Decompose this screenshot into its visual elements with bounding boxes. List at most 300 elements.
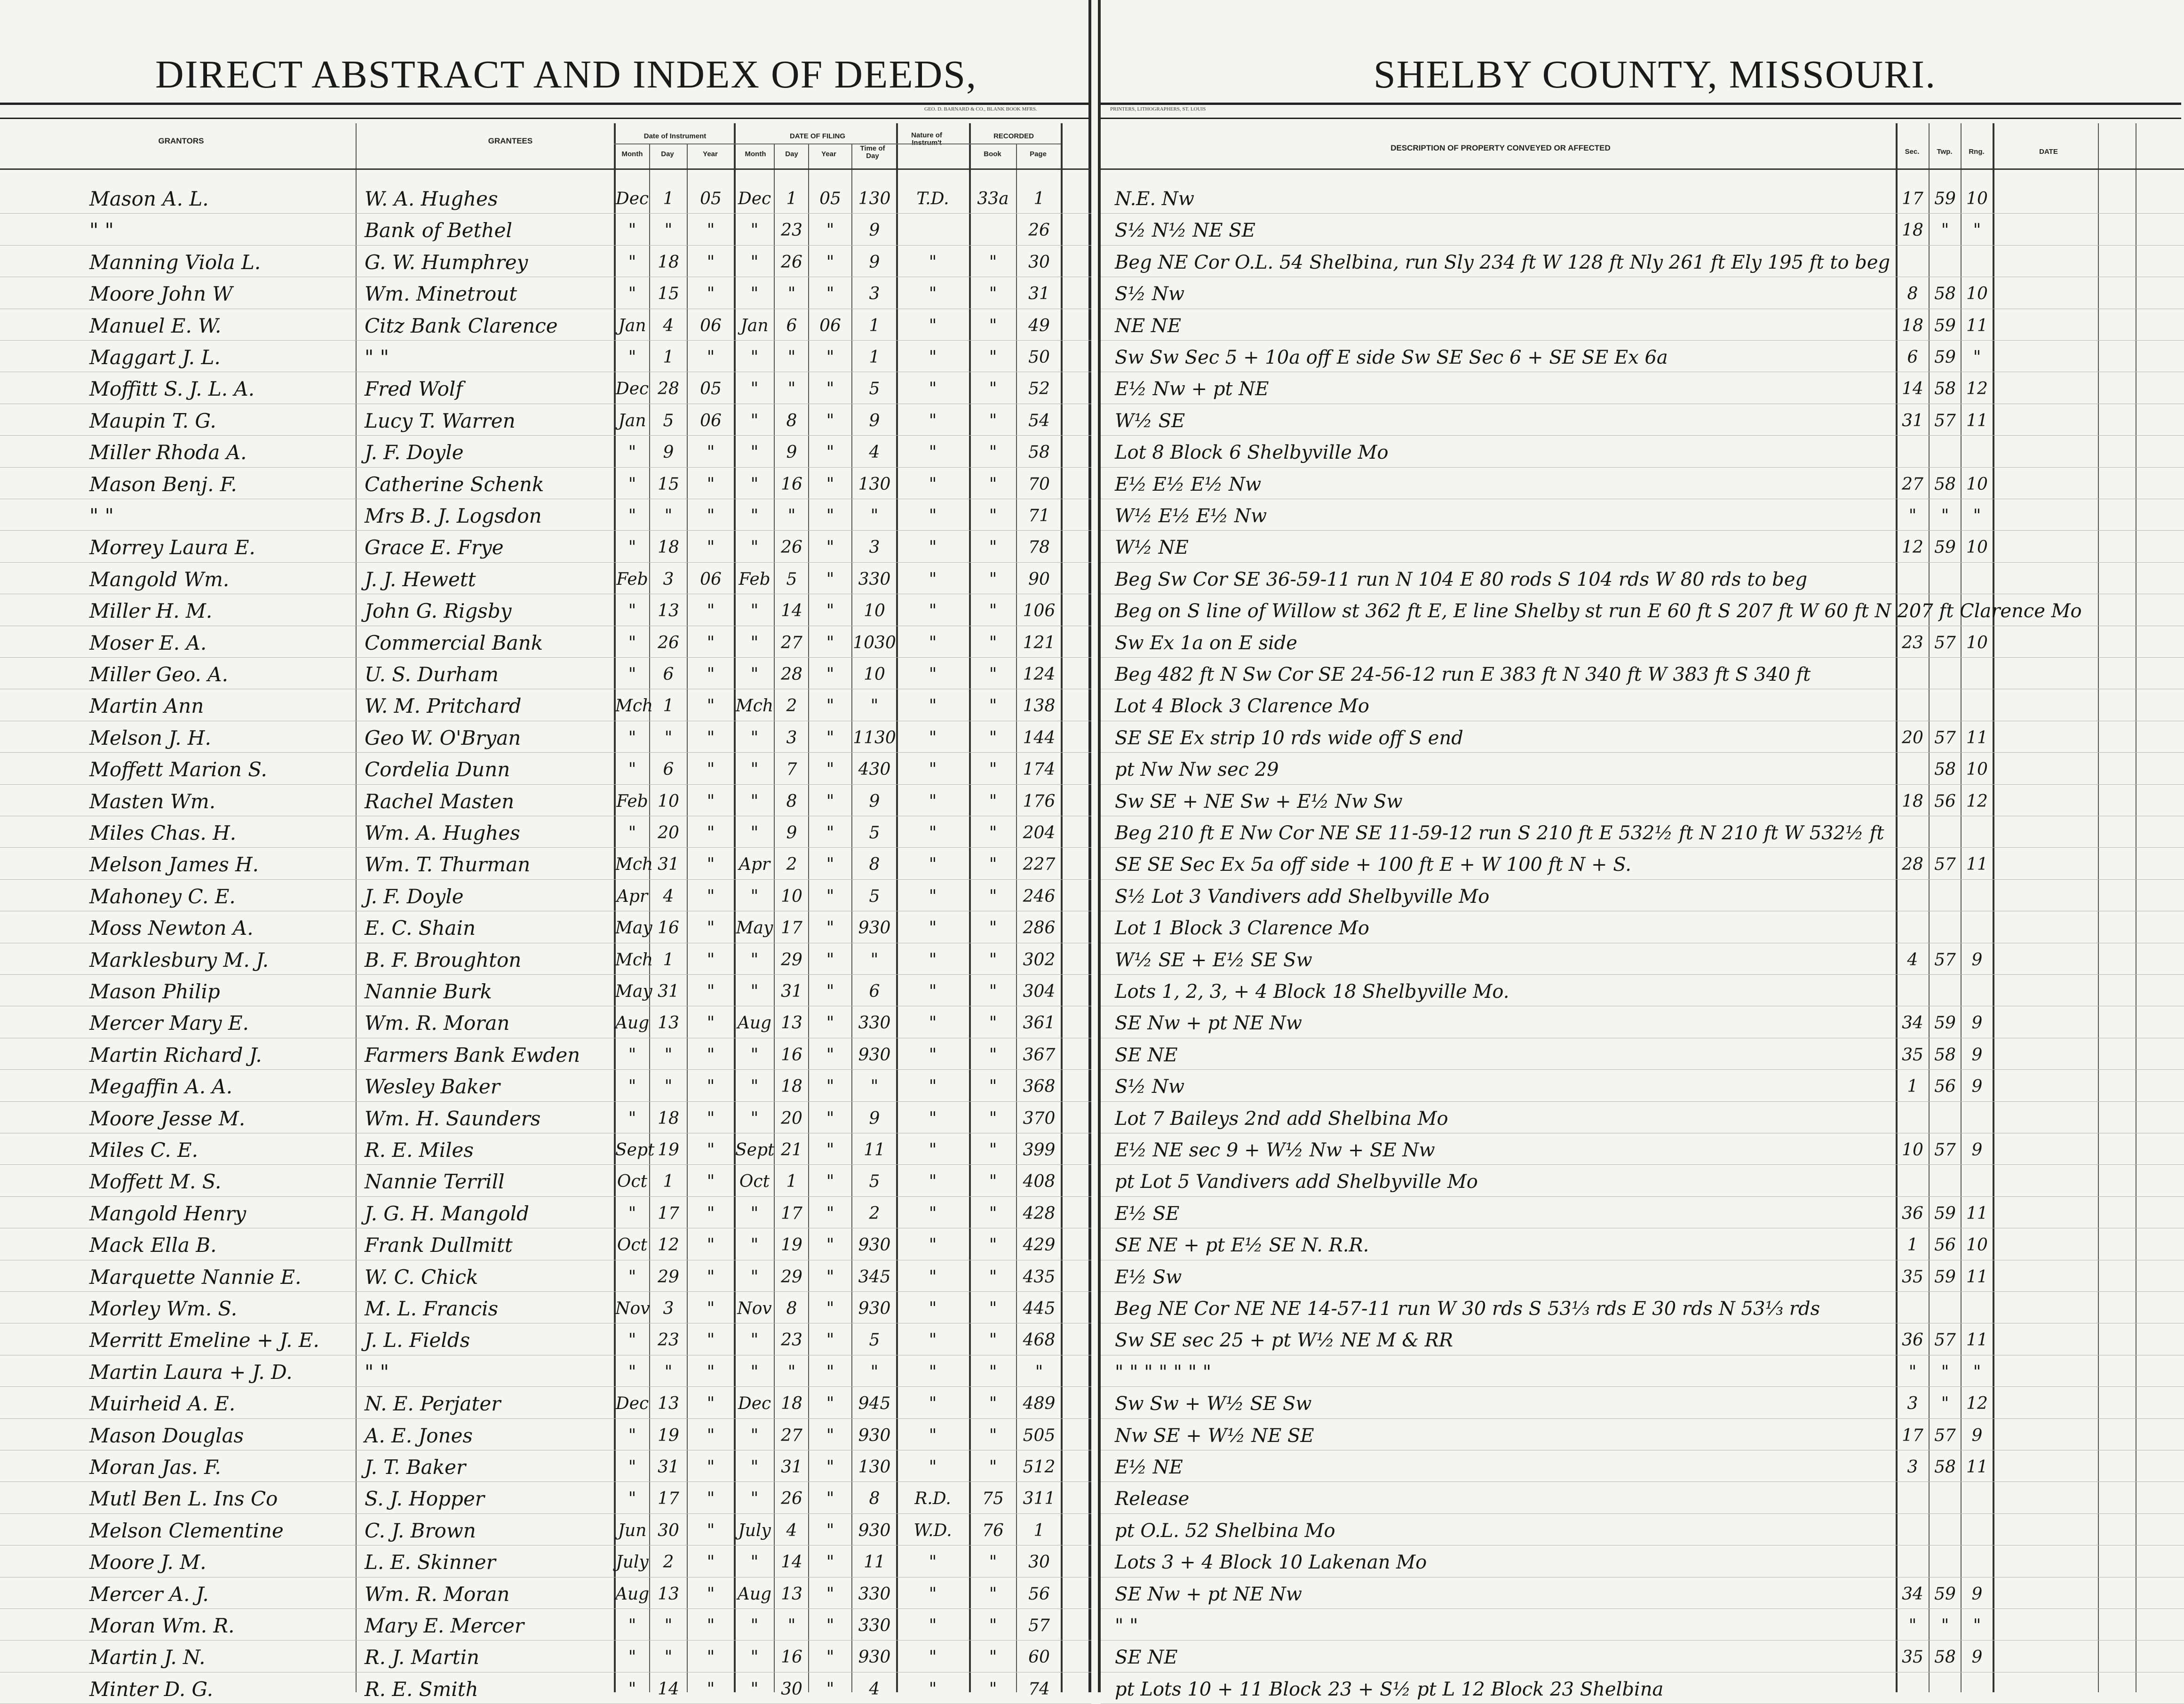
range-number: 9 <box>1971 950 1983 970</box>
filing-day: 16 <box>781 1648 802 1667</box>
column-rule <box>851 143 852 1692</box>
filing-day: 6 <box>786 316 797 335</box>
property-description: E½ Nw + pt NE <box>1115 378 1269 400</box>
range-number: 11 <box>1966 1330 1988 1350</box>
record-book: " <box>989 1616 997 1635</box>
instrument-year: " <box>707 1616 715 1635</box>
grantee-name: Wm. A. Hughes <box>365 821 520 844</box>
record-page: 106 <box>1023 601 1056 621</box>
title-rule <box>0 103 1088 105</box>
instrument-nature: " <box>929 918 937 938</box>
filing-time: 9 <box>869 411 880 430</box>
filing-time: 330 <box>858 1013 891 1033</box>
filing-day: 26 <box>781 538 802 557</box>
grantee-name: M. L. Francis <box>365 1297 499 1320</box>
grantee-name: R. E. Miles <box>365 1139 474 1162</box>
record-page: 204 <box>1023 823 1056 843</box>
record-page: 286 <box>1023 918 1056 938</box>
record-book: " <box>989 1330 997 1350</box>
grantor-name: Melson Clementine <box>89 1519 284 1542</box>
filing-time: 4 <box>869 1679 880 1699</box>
filing-time: 330 <box>858 1584 891 1604</box>
filing-year: " <box>826 284 834 304</box>
record-page: 176 <box>1023 791 1056 811</box>
township-number: " <box>1941 1394 1949 1414</box>
instrument-year: " <box>707 791 715 811</box>
grantor-name: Martin Laura + J. D. <box>89 1360 293 1384</box>
property-description: Beg 482 ft N Sw Cor SE 24-56-12 run E 383 ft N 340 ft W 383 ft S 340 ft <box>1115 664 1811 685</box>
instrument-day: 13 <box>658 1584 679 1604</box>
property-description: Sw SE + NE Sw + E½ Nw Sw <box>1115 790 1403 812</box>
section-number: 18 <box>1902 316 1923 335</box>
instrument-nature: " <box>929 1553 937 1572</box>
instrument-nature: " <box>929 601 937 621</box>
record-book: " <box>989 506 997 526</box>
filing-time: 10 <box>864 601 885 621</box>
filing-month: " <box>750 1267 759 1287</box>
filing-month: " <box>750 221 759 240</box>
column-rule <box>808 143 809 1692</box>
instrument-year: " <box>707 918 715 938</box>
filing-time: 430 <box>858 760 891 780</box>
township-number: 57 <box>1934 1425 1956 1445</box>
grantor-name: Morley Wm. S. <box>89 1297 238 1320</box>
instrument-day: " <box>664 506 673 526</box>
record-book: " <box>989 1203 997 1223</box>
section-number: " <box>1908 1616 1917 1635</box>
section-number: 35 <box>1902 1267 1923 1287</box>
property-description: pt Lot 5 Vandivers add Shelbyville Mo <box>1115 1171 1478 1193</box>
property-description: NE NE <box>1115 315 1182 337</box>
grantee-name: Citz Bank Clarence <box>365 314 558 337</box>
grantee-name: L. E. Skinner <box>365 1551 496 1574</box>
grantor-name: Moran Jas. F. <box>89 1456 221 1479</box>
instrument-day: 4 <box>663 316 674 335</box>
instrument-day: 18 <box>658 252 679 272</box>
instrument-nature: " <box>929 1362 937 1382</box>
range-number: 10 <box>1966 1235 1988 1255</box>
row-rule <box>1101 1291 2184 1292</box>
instrument-nature: " <box>929 1172 937 1192</box>
record-page: 57 <box>1028 1616 1050 1635</box>
row-rule <box>0 1481 1091 1482</box>
record-page: 311 <box>1023 1489 1056 1509</box>
range-number: 10 <box>1966 474 1988 494</box>
property-description: Beg Sw Cor SE 36-59-11 run N 104 E 80 rods S 104 rds W 80 rds to beg <box>1115 568 1808 590</box>
grantee-name: Mary E. Mercer <box>365 1614 524 1637</box>
grantee-name: B. F. Broughton <box>365 948 522 971</box>
filing-year: " <box>826 1521 834 1540</box>
range-number: 11 <box>1966 1267 1988 1287</box>
filing-year: " <box>826 1299 834 1318</box>
filing-day: 29 <box>781 1267 802 1287</box>
section-number: 31 <box>1902 411 1923 430</box>
township-number: 56 <box>1934 1235 1956 1255</box>
filing-month: " <box>750 1108 759 1128</box>
instrument-year: " <box>707 1553 715 1572</box>
filing-year: " <box>826 791 834 811</box>
section-number: 3 <box>1907 1457 1918 1477</box>
grantee-name: J. F. Doyle <box>365 441 464 464</box>
filing-year: 05 <box>819 189 841 208</box>
filing-month: Apr <box>739 855 770 875</box>
township-number: 57 <box>1934 1330 1956 1350</box>
row-rule <box>0 530 1091 531</box>
section-number: 6 <box>1907 348 1918 367</box>
grantee-name: J. J. Hewett <box>365 567 476 591</box>
instrument-nature: " <box>929 474 937 494</box>
filing-day: 16 <box>781 1045 802 1065</box>
filing-day: 8 <box>786 411 797 430</box>
filing-day: 23 <box>781 221 802 240</box>
range-number: 10 <box>1966 189 1988 208</box>
grantor-name: Moffett M. S. <box>89 1170 222 1194</box>
instrument-nature: " <box>929 1648 937 1667</box>
column-rule <box>1061 123 1063 1692</box>
record-book: 75 <box>982 1489 1004 1509</box>
filing-time: 1 <box>869 348 880 367</box>
header-date-of-instrument: Date of Instrument <box>643 132 707 140</box>
township-number: " <box>1941 1362 1949 1382</box>
header-inst-day: Day <box>661 150 674 158</box>
instrument-nature: " <box>929 950 937 970</box>
row-rule <box>0 1069 1091 1070</box>
grantor-name: Martin J. N. <box>89 1646 206 1669</box>
instrument-year: " <box>707 284 715 304</box>
grantor-name: Minter D. G. <box>89 1677 213 1701</box>
filing-day: 27 <box>781 1425 802 1445</box>
record-page: 505 <box>1023 1425 1056 1445</box>
grantee-name: Farmers Bank Ewden <box>365 1043 580 1067</box>
property-description: Lot 8 Block 6 Shelbyville Mo <box>1115 442 1389 464</box>
section-number: 18 <box>1902 791 1923 811</box>
grantee-name: Wm. T. Thurman <box>365 853 531 876</box>
property-description: E½ Sw <box>1115 1266 1182 1288</box>
instrument-year: " <box>707 1013 715 1033</box>
range-number: 9 <box>1971 1077 1983 1097</box>
record-book: " <box>989 411 997 430</box>
instrument-month: Feb <box>616 569 648 589</box>
filing-time: 930 <box>858 1299 891 1318</box>
filing-time: " <box>870 950 879 970</box>
township-number: 59 <box>1934 189 1956 208</box>
instrument-day: 31 <box>658 982 679 1001</box>
instrument-month: " <box>628 1616 636 1635</box>
property-description: Lots 1, 2, 3, + 4 Block 18 Shelbyville Mo. <box>1115 981 1509 1003</box>
record-page: 56 <box>1028 1584 1050 1604</box>
filing-year: " <box>826 1045 834 1065</box>
filing-year: " <box>826 1457 834 1477</box>
record-book: " <box>989 696 997 716</box>
filing-year: " <box>826 348 834 367</box>
grantee-name: Rachel Masten <box>365 789 515 813</box>
filing-day: " <box>787 379 796 399</box>
instrument-day: 17 <box>658 1489 679 1509</box>
instrument-month: " <box>628 1203 636 1223</box>
left-ledger-page <box>0 0 1091 1701</box>
filing-day: 9 <box>786 823 797 843</box>
instrument-month: Oct <box>617 1235 648 1255</box>
header-time-of-day: Time of Day <box>860 144 885 160</box>
filing-time: 9 <box>869 791 880 811</box>
filing-month: " <box>750 1045 759 1065</box>
filing-day: 2 <box>786 696 797 716</box>
filing-year: " <box>826 1267 834 1287</box>
filing-month: " <box>750 1077 759 1097</box>
instrument-nature: " <box>929 1457 937 1477</box>
filing-year: " <box>826 1648 834 1667</box>
record-book: " <box>989 1235 997 1255</box>
instrument-month: " <box>628 252 636 272</box>
filing-year: " <box>826 886 834 906</box>
instrument-day: " <box>664 1648 673 1667</box>
record-book: " <box>989 791 997 811</box>
instrument-nature: " <box>929 1013 937 1033</box>
instrument-month: Mch <box>615 696 653 716</box>
instrument-year: " <box>707 506 715 526</box>
record-page: 1 <box>1033 1521 1045 1540</box>
section-number: 36 <box>1902 1203 1923 1223</box>
range-number: 11 <box>1966 728 1988 748</box>
instrument-nature: " <box>929 443 937 462</box>
grantee-name: Frank Dullmitt <box>365 1234 513 1257</box>
instrument-month: " <box>628 1425 636 1445</box>
filing-time: 930 <box>858 1425 891 1445</box>
record-page: 367 <box>1023 1045 1056 1065</box>
range-number: 12 <box>1966 379 1988 399</box>
row-rule <box>1101 1481 2184 1482</box>
property-description: pt Lots 10 + 11 Block 23 + S½ pt L 12 Block 23 Shelbina <box>1115 1678 1664 1700</box>
record-book: " <box>989 760 997 780</box>
filing-month: " <box>750 1362 759 1382</box>
township-number: 57 <box>1934 633 1956 653</box>
instrument-nature: " <box>929 886 937 906</box>
filing-month: May <box>736 918 773 938</box>
instrument-month: Aug <box>615 1013 650 1033</box>
instrument-day: 17 <box>658 1203 679 1223</box>
filing-year: " <box>826 411 834 430</box>
row-rule <box>1101 467 2184 468</box>
row-rule <box>0 974 1091 975</box>
filing-month: Sept <box>735 1140 775 1160</box>
instrument-year: " <box>707 1140 715 1160</box>
row-rule <box>1101 1101 2184 1102</box>
instrument-nature: " <box>929 569 937 589</box>
grantor-name: Manning Viola L. <box>89 250 261 274</box>
grantee-name: Nannie Burk <box>365 980 492 1003</box>
section-number: 36 <box>1902 1330 1923 1350</box>
township-number: " <box>1941 221 1949 240</box>
filing-year: " <box>826 1489 834 1509</box>
column-rule <box>356 123 357 1692</box>
filing-time: 1030 <box>853 633 896 653</box>
filing-time: 930 <box>858 1045 891 1065</box>
filing-day: 23 <box>781 1330 802 1350</box>
grantee-name: A. E. Jones <box>365 1424 473 1447</box>
grantor-name: Moore John W <box>89 282 233 306</box>
filing-month: " <box>750 1330 759 1350</box>
filing-day: 16 <box>781 474 802 494</box>
instrument-month: Oct <box>617 1172 648 1192</box>
township-number: 57 <box>1934 728 1956 748</box>
property-description: E½ NE <box>1115 1457 1183 1478</box>
filing-time: 930 <box>858 1648 891 1667</box>
range-number: 9 <box>1971 1584 1983 1604</box>
filing-year: " <box>826 1553 834 1572</box>
row-rule <box>0 562 1091 563</box>
filing-year: " <box>826 1425 834 1445</box>
filing-month: " <box>750 791 759 811</box>
filing-day: 31 <box>781 982 802 1001</box>
township-number: 57 <box>1934 855 1956 875</box>
record-page: 70 <box>1028 474 1050 494</box>
township-number: 58 <box>1934 1457 1956 1477</box>
section-number: 35 <box>1902 1045 1923 1065</box>
filing-time: 6 <box>869 982 880 1001</box>
instrument-month: Apr <box>616 886 648 906</box>
row-rule <box>0 1513 1091 1514</box>
range-number: 11 <box>1966 1457 1988 1477</box>
instrument-day: " <box>664 1616 673 1635</box>
record-book: " <box>989 1362 997 1382</box>
instrument-day: 3 <box>663 1299 674 1318</box>
grantor-name: Mangold Wm. <box>89 567 230 591</box>
filing-month: " <box>750 284 759 304</box>
instrument-year: " <box>707 1489 715 1509</box>
instrument-day: 10 <box>658 791 679 811</box>
property-description: S½ N½ NE SE <box>1115 220 1255 242</box>
instrument-nature: " <box>929 538 937 557</box>
township-number: 59 <box>1934 316 1956 335</box>
instrument-day: 31 <box>658 855 679 875</box>
instrument-nature: T.D. <box>916 189 949 208</box>
instrument-nature: " <box>929 1267 937 1287</box>
filing-day: 14 <box>781 1553 802 1572</box>
record-page: 368 <box>1023 1077 1056 1097</box>
instrument-nature: " <box>929 379 937 399</box>
grantee-name: S. J. Hopper <box>365 1487 484 1511</box>
record-book: " <box>989 1299 997 1318</box>
grantee-name: Wesley Baker <box>365 1075 500 1099</box>
filing-year: " <box>826 665 834 684</box>
instrument-month: Mch <box>615 950 653 970</box>
instrument-year: " <box>707 1235 715 1255</box>
grantor-name: Mercer Mary E. <box>89 1011 249 1035</box>
instrument-month: " <box>628 1108 636 1128</box>
grantee-name: Lucy T. Warren <box>365 409 516 432</box>
filing-day: 4 <box>786 1521 797 1540</box>
filing-day: 8 <box>786 1299 797 1318</box>
grantee-name: J. L. Fields <box>365 1329 470 1352</box>
title-rule-lower <box>1101 118 2181 119</box>
township-number: 59 <box>1934 538 1956 557</box>
filing-time: 5 <box>869 823 880 843</box>
filing-time: 5 <box>869 886 880 906</box>
filing-day: 2 <box>786 855 797 875</box>
record-book: " <box>989 665 997 684</box>
row-rule <box>0 213 1091 214</box>
section-number: 12 <box>1902 538 1923 557</box>
instrument-nature: " <box>929 1425 937 1445</box>
header-rng: Rng. <box>1969 148 1985 156</box>
filing-month: July <box>738 1521 771 1540</box>
instrument-day: 1 <box>663 696 674 716</box>
column-rule <box>774 143 775 1692</box>
filing-month: " <box>750 506 759 526</box>
row-rule <box>0 1101 1091 1102</box>
grantee-name: J. T. Baker <box>365 1456 466 1479</box>
filing-month: Oct <box>739 1172 770 1192</box>
instrument-year: " <box>707 1457 715 1477</box>
filing-year: " <box>826 221 834 240</box>
grantee-name: Wm. Minetrout <box>365 282 517 306</box>
column-rule <box>649 143 650 1692</box>
grantee-name: W. A. Hughes <box>365 187 498 210</box>
instrument-day: 31 <box>658 1457 679 1477</box>
header-subrule <box>614 143 1061 144</box>
filing-time: " <box>870 1077 879 1097</box>
property-description: Beg 210 ft E Nw Cor NE SE 11-59-12 run S 210 ft E 532½ ft N 210 ft W 532½ ft <box>1115 822 1884 844</box>
column-rule <box>687 143 688 1692</box>
range-number: " <box>1973 221 1981 240</box>
filing-month: " <box>750 1553 759 1572</box>
instrument-year: " <box>707 855 715 875</box>
filing-day: 26 <box>781 1489 802 1509</box>
section-number: 27 <box>1902 474 1923 494</box>
instrument-day: " <box>664 1077 673 1097</box>
grantor-name: Miles Chas. H. <box>89 821 237 844</box>
instrument-day: 6 <box>663 665 674 684</box>
filing-year: " <box>826 1140 834 1160</box>
record-book: " <box>989 1267 997 1287</box>
range-number: 10 <box>1966 633 1988 653</box>
instrument-nature: " <box>929 791 937 811</box>
instrument-month: " <box>628 443 636 462</box>
record-page: 52 <box>1028 379 1050 399</box>
property-description: W½ NE <box>1115 537 1189 559</box>
grantor-name: Miles C. E. <box>89 1139 198 1162</box>
range-number: 9 <box>1971 1045 1983 1065</box>
imprint-left: GEO. D. BARNARD & CO., BLANK BOOK MFRS. <box>924 106 1037 112</box>
filing-day: " <box>787 348 796 367</box>
property-description: N.E. Nw <box>1115 188 1195 210</box>
record-book: " <box>989 633 997 653</box>
header-inst-year: Year <box>703 150 718 158</box>
record-book: " <box>989 1648 997 1667</box>
record-page: 399 <box>1023 1140 1056 1160</box>
row-rule <box>0 1164 1091 1165</box>
section-number: 34 <box>1902 1013 1923 1033</box>
filing-month: " <box>750 886 759 906</box>
filing-month: " <box>750 1648 759 1667</box>
filing-year: " <box>826 1203 834 1223</box>
title-rule-lower <box>0 118 1088 119</box>
record-page: 429 <box>1023 1235 1056 1255</box>
instrument-day: 26 <box>658 633 679 653</box>
property-description: Beg NE Cor NE NE 14-57-11 run W 30 rds S 53⅓ rds E 30 rds N 53⅓ rds <box>1115 1298 1820 1320</box>
section-number: 10 <box>1902 1140 1923 1160</box>
record-page: 30 <box>1028 252 1050 272</box>
instrument-year: " <box>707 1267 715 1287</box>
grantor-name: Miller Geo. A. <box>89 663 228 686</box>
filing-month: " <box>750 1457 759 1477</box>
record-book: " <box>989 474 997 494</box>
filing-year: " <box>826 918 834 938</box>
row-rule <box>0 784 1091 785</box>
property-description: SE Nw + pt NE Nw <box>1115 1012 1302 1035</box>
filing-month: " <box>750 252 759 272</box>
filing-year: " <box>826 601 834 621</box>
